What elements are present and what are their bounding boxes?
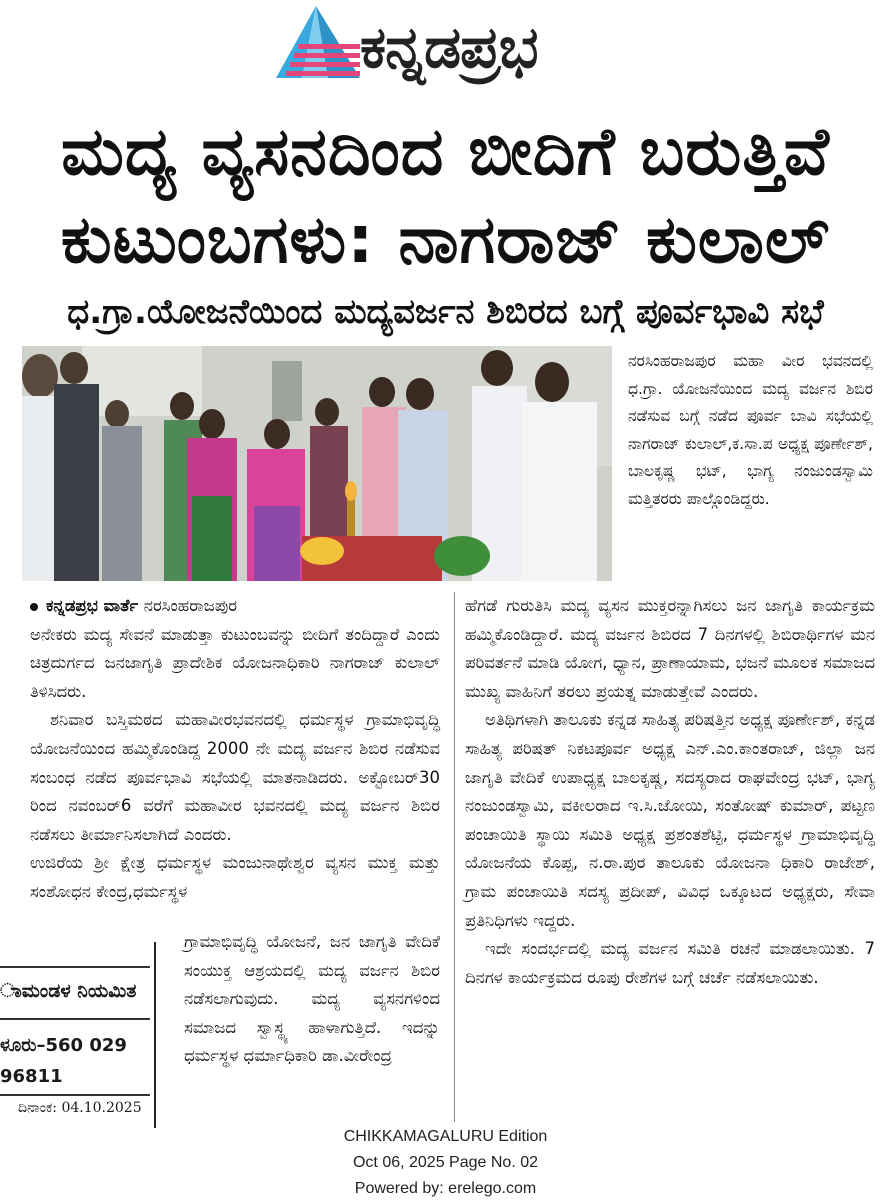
headline-line-2: ಕುಟುಂಬಗಳು: ನಾಗರಾಜ್ ಕುಲಾಲ್ (60, 201, 831, 278)
bullet-icon (30, 603, 38, 611)
article-paragraph-3b: ಗ್ರಾಮಾಭಿವೃದ್ಧಿ ಯೋಜನೆ, ಜನ ಜಾಗೃತಿ ವೇದಿಕೆ ಸಂಯುಕ್ತ ಆಶ್ರಯದಲ್ಲಿ ಮದ್ಯ ವರ್ಜನ ಶಿಬಿರ ನಡೆಸಲಾಗುವುದು. ಮದ್ಯ ವ್ಯಸನಗಳಿಂದ ಸಮಾಜದ ಸ್ವಾಸ್ಥ್ಯ ಹಾಳಾಗುತ್ತಿದೆ. ಇದನ್ನು ಧರ್ಮಸ್ಥಳ ಧರ್ಮಾಧಿಕಾರಿ ಡಾ.ವೀರೇಂದ್ರ (184, 932, 440, 1066)
byline-source: ಕನ್ನಡಪ್ರಭ ವಾರ್ತೆ (46, 596, 139, 615)
article-paragraph-6: ಇದೇ ಸಂದರ್ಭದಲ್ಲಿ ಮದ್ಯ ವರ್ಜನ ಸಮಿತಿ ರಚನೆ ಮಾಡಲಾಯಿತು. 7 ದಿನಗಳ ಕಾರ್ಯಕ್ರಮದ ರೂಪು ರೇಶೆಗಳ ಬಗ್ಗೆ ಚರ್ಚೆ ನಡೆಸಲಾಯಿತು. (465, 939, 875, 987)
article-paragraph-3a: ಉಜಿರೆಯ ಶ್ರೀ ಕ್ಷೇತ್ರ ಧರ್ಮಸ್ಥಳ ಮಂಜುನಾಥೇಶ್ವರ ವ್ಯಸನ ಮುಕ್ತ ಮತ್ತು ಸಂಶೋಧನ ಕೇಂದ್ರ,ಧರ್ಮಸ್ಥಳ (30, 853, 440, 901)
footer-edition: CHIKKAMAGALURU Edition (343, 1128, 548, 1145)
ad-line-2: ಳೂರು–560 029 (0, 1035, 127, 1056)
ad-line-1: ಾಮಂಡಳ ನಿಯಮಿತ (0, 980, 137, 1002)
article-column-1-continued (184, 928, 440, 1071)
masthead (0, 0, 891, 100)
byline-place: ನರಸಿಂಹರಾಜಪುರ (143, 596, 237, 615)
article-column-1 (30, 592, 440, 907)
ad-date: ದಿನಾಂಕ: 04.10.2025 (18, 1100, 142, 1116)
article-paragraph-4: ಹೆಗಡೆ ಗುರುತಿಸಿ ಮದ್ಯ ವ್ಯಸನ ಮುಕ್ತರನ್ನಾಗಿಸಲು ಜನ ಜಾಗೃತಿ ಕಾರ್ಯಕ್ರಮ ಹಮ್ಮಿಕೊಂಡಿದ್ದಾರೆ. ಮದ್ಯ ವರ್ಜನ ಶಿಬಿರದ 7 ದಿನಗಳಲ್ಲಿ ಶಿಬಿರಾರ್ಥಿಗಳ ಮನ ಪರಿವರ್ತನೆ ಮಾಡಿ ಯೋಗ, ಧ್ಯಾನ, ಪ್ರಾಣಾಯಾಮ, ಭಜನೆ ಮೂಲಕ ಸಮಾಜದ ಮುಖ್ಯ ವಾಹಿನಿಗೆ ತರಲು ಪ್ರಯತ್ನ ಮಾಡುತ್ತೇವೆ ಎಂದರು. (465, 596, 875, 701)
event-photo-illustration (22, 346, 612, 581)
footer-date-page: Oct 06, 2025 Page No. 02 (352, 1154, 538, 1171)
newspaper-logo-icon (272, 4, 364, 82)
ad-bottom-rule (0, 1094, 150, 1096)
ad-line-3: 96811 (0, 1066, 63, 1087)
ad-middle-rule (0, 1018, 150, 1020)
photo-caption: ನರಸಿಂಹರಾಜಪುರ ಮಹಾ ವೀರ ಭವನದಲ್ಲಿ ಧ.ಗ್ರಾ. ಯೋಜನೆಯಿಂದ ಮದ್ಯ ವರ್ಜನ ಶಿಬಿರ ನಡೆಸುವ ಬಗ್ಗೆ ನಡೆದ ಪೂರ್ವ ಬಾವಿ ಸಭೆಯಲ್ಲಿ ನಾಗರಾಜ್ ಕುಲಾಲ್,ಕ.ಸಾ.ಪ ಅಧ್ಯಕ್ಷ ಪೂರ್ಣೇಶ್, ಬಾಲಕೃಷ್ಣ ಭಟ್, ಭಾಗ್ಯ ನಂಜುಂಡಸ್ವಾಮಿ ಮತ್ತಿತರರು ಪಾಲ್ಗೊಂಡಿದ್ದರು. (628, 352, 873, 508)
subheadline: ಧ.ಗ್ರಾ.ಯೋಜನೆಯಿಂದ ಮದ್ಯವರ್ಜನ ಶಿಬಿರದ ಬಗ್ಗೆ ಪೂರ್ವಭಾವಿ ಸಭೆ (67, 292, 824, 332)
footer-powered-by: Powered by: erelego.com (354, 1180, 537, 1197)
ad-top-rule (0, 966, 150, 968)
article-paragraph-5: ಅತಿಥಿಗಳಾಗಿ ತಾಲೂಕು ಕನ್ನಡ ಸಾಹಿತ್ಯ ಪರಿಷತ್ತಿನ ಅಧ್ಯಕ್ಷ ಪೂರ್ಣೇಶ್, ಕನ್ನಡ ಸಾಹಿತ್ಯ ಪರಿಷತ್ ನಿಕಟಪೂರ್ವ ಅಧ್ಯಕ್ಷ ಎನ್.ಎಂ.ಕಾಂತರಾಜ್, ಜಿಲ್ಲಾ ಜನ ಜಾಗೃತಿ ವೇದಿಕೆ ಉಪಾಧ್ಯಕ್ಷ ಬಾಲಕೃಷ್ಣ, ಸದಸ್ಯರಾದ ರಾಘವೇಂದ್ರ ಭಟ್, ಭಾಗ್ಯ ನಂಜುಂಡಸ್ವಾಮಿ, ವಕೀಲರಾದ ಇ.ಸಿ.ಜೋಯಿ, ಸಂತೋಷ್ ಕುಮಾರ್, ಪಟ್ಟಣ ಪಂಚಾಯಿತಿ ಸ್ಥಾಯಿ ಸಮಿತಿ ಅಧ್ಯಕ್ಷ ಪ್ರಶಂತಶೆಟ್ಟಿ, ಧರ್ಮಸ್ಥಳ ಗ್ರಾಮಾಭಿವೃದ್ಧಿ ಯೋಜನೆಯ ಕೊಪ್ಪ, ನ.ರಾ.ಪುರ ತಾಲೂಕು ಯೋಜನಾ ಧಿಕಾರಿ ರಾಜೇಶ್, ಗ್ರಾಮ ಪಂಚಾಯಿತಿ ಸದಸ್ಯ ಪ್ರದೀಪ್, ವಿವಿಧ ಒಕ್ಕೂಟದ ಅಧ್ಯಕ್ಷರು, ಸೇವಾ ಪ್ರತಿನಿಧಿಗಳು ಇದ್ದರು. (465, 710, 875, 930)
column-divider (454, 592, 455, 1122)
article-column-2 (465, 592, 875, 992)
byline (30, 592, 440, 621)
headline-line-1: ಮದ್ಯ ವ್ಯಸನದಿಂದ ಬೀದಿಗೆ ಬರುತ್ತಿವೆ (61, 113, 830, 190)
headline (0, 108, 891, 284)
adjacent-ad-box (0, 942, 156, 1128)
article-paragraph-2: ಶನಿವಾರ ಬಸ್ತಿಮಠದ ಮಹಾವೀರಭವನದಲ್ಲಿ ಧರ್ಮಸ್ಥಳ ಗ್ರಾಮಾಭಿವೃದ್ಧಿ ಯೋಜನೆಯಿಂದ ಹಮ್ಮಿಕೊಂಡಿದ್ದ 2000 ನೇ ಮದ್ಯ ವರ್ಜನ ಶಿಬಿರ ನಡೆಸುವ ಸಂಬಂಧ ನಡೆದ ಪೂರ್ವಭಾವಿ ಸಭೆಯಲ್ಲಿ ಮಾತನಾಡಿದರು. ಅಕ್ಟೋಬರ್30 ರಿಂದ ನವಂಬರ್6 ವರೆಗೆ ಮಹಾವೀರ ಭವನದಲ್ಲಿ ಮದ್ಯ ವರ್ಜನ ಶಿಬಿರ ನಡೆಸಲು ತೀರ್ಮಾನಿಸಲಾಗಿದೆ ಎಂದರು. (30, 710, 440, 844)
article-paragraph-1: ಅನೇಕರು ಮದ್ಯ ಸೇವನೆ ಮಾಡುತ್ತಾ ಕುಟುಂಬವನ್ನು ಬೀದಿಗೆ ತಂದಿದ್ದಾರೆ ಎಂದು ಚಿತ್ರದುರ್ಗದ ಜನಜಾಗೃತಿ ಪ್ರಾದೇಶಿಕ ಯೋಜನಾಧಿಕಾರಿ ನಾಗರಾಜ್ ಕುಲಾಲ್ ತಿಳಿಸಿದರು. (30, 624, 440, 701)
news-photo (22, 346, 612, 581)
newspaper-logo-text: ಕನ್ನಡಪ್ರಭ (360, 13, 538, 81)
